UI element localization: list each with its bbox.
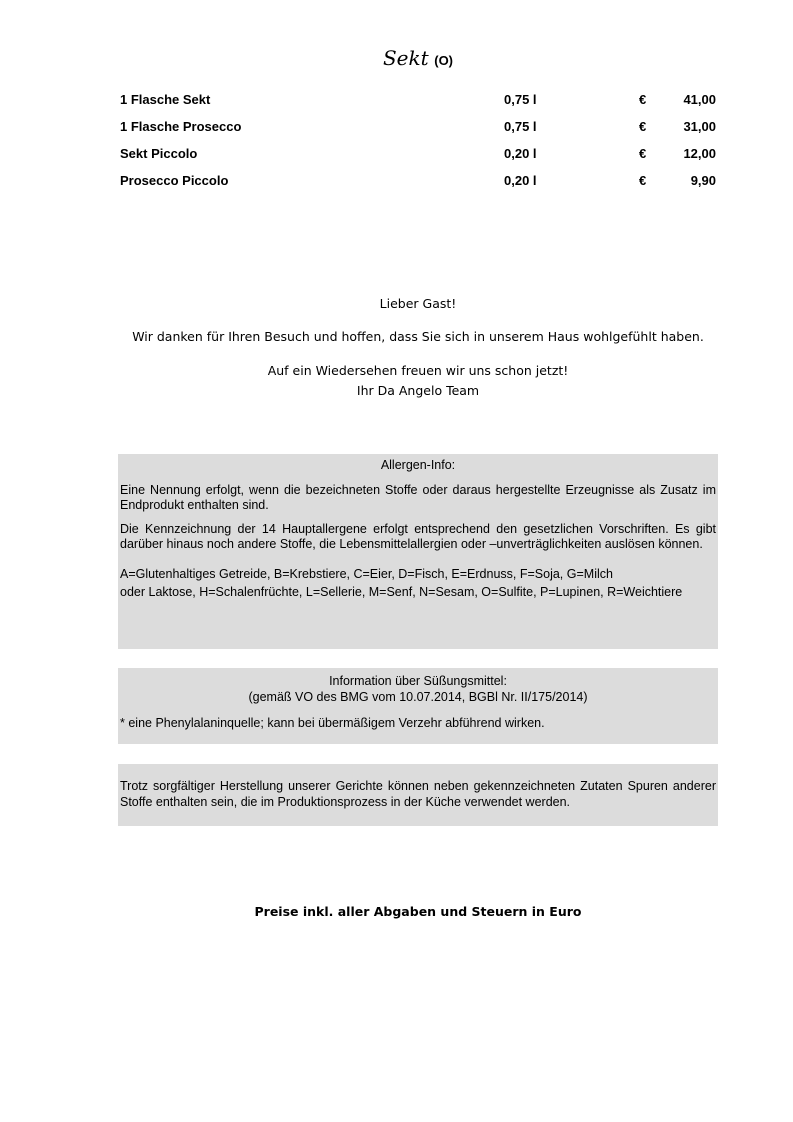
allergen-paragraph: Die Kennzeichnung der 14 Hauptallergene erfolgt entsprechend den gesetzlichen Vorschriften. Es gibt darüber hinaus noch andere Stoffe, die Lebensmittelallergien oder –unverträglichkeiten auslösen können.: [120, 521, 716, 551]
sweetener-note: * eine Phenylalaninquelle; kann bei übermäßigem Verzehr abführend wirken.: [120, 716, 545, 730]
item-name: 1 Flasche Sekt: [120, 92, 211, 107]
section-code: (O): [434, 53, 454, 68]
item-price: 41,00: [683, 92, 716, 107]
footer-note: Preise inkl. aller Abgaben und Steuern in Euro: [254, 904, 582, 919]
price-list: [120, 90, 720, 198]
greeting-farewell: Auf ein Wiedersehen freuen wir uns schon jetzt!: [267, 363, 569, 378]
section-title: Sekt: [382, 46, 429, 70]
allergen-codes: oder Laktose, H=Schalenfrüchte, L=Sellerie, M=Senf, N=Sesam, O=Sulfite, P=Lupinen, R=Weichtiere: [120, 585, 683, 599]
item-currency: €: [639, 119, 647, 134]
item-volume: 0,75 l: [504, 92, 537, 107]
price-row: [120, 117, 720, 144]
price-row: [120, 171, 720, 198]
item-name: Prosecco Piccolo: [120, 173, 229, 188]
item-currency: €: [639, 92, 647, 107]
greeting-thanks: Wir danken für Ihren Besuch und hoffen, dass Sie sich in unserem Haus wohlgefühlt haben.: [132, 329, 704, 344]
item-currency: €: [639, 173, 647, 188]
sweetener-title: Information über Süßungsmittel:: [329, 674, 507, 688]
greeting-signature: Ihr Da Angelo Team: [356, 383, 480, 398]
item-currency: €: [639, 146, 647, 161]
allergen-info-box: [118, 454, 718, 649]
allergen-paragraph: Eine Nennung erfolgt, wenn die bezeichneten Stoffe oder daraus hergestellte Erzeugnisse als Zusatz im Endprodukt enthalten sind.: [120, 482, 716, 512]
sweetener-subtitle: (gemäß VO des BMG vom 10.07.2014, BGBl Nr. II/175/2014): [248, 689, 588, 704]
price-row: [120, 90, 720, 117]
item-volume: 0,75 l: [504, 119, 537, 134]
traces-text: Trotz sorgfältiger Herstellung unserer Gerichte können neben gekennzeichneten Zutaten Spuren anderer Stoffe enthalten sein, die im Produktionsprozess in der Küche verwendet werden.: [120, 779, 716, 809]
allergen-title: Allergen-Info:: [380, 458, 456, 472]
allergen-codes: A=Glutenhaltiges Getreide, B=Krebstiere, C=Eier, D=Fisch, E=Erdnuss, F=Soja, G=Milch: [120, 566, 613, 581]
item-price: 12,00: [683, 146, 716, 161]
item-price: 9,90: [690, 173, 716, 188]
item-name: Sekt Piccolo: [120, 146, 198, 161]
item-volume: 0,20 l: [504, 173, 537, 188]
greeting-salutation: Lieber Gast!: [379, 296, 457, 311]
item-name: 1 Flasche Prosecco: [120, 119, 242, 134]
sweetener-info-box: [118, 668, 718, 744]
price-row: [120, 144, 720, 171]
traces-info-box: [118, 764, 718, 826]
page-title: [0, 46, 793, 71]
item-price: 31,00: [683, 119, 716, 134]
item-volume: 0,20 l: [504, 146, 537, 161]
